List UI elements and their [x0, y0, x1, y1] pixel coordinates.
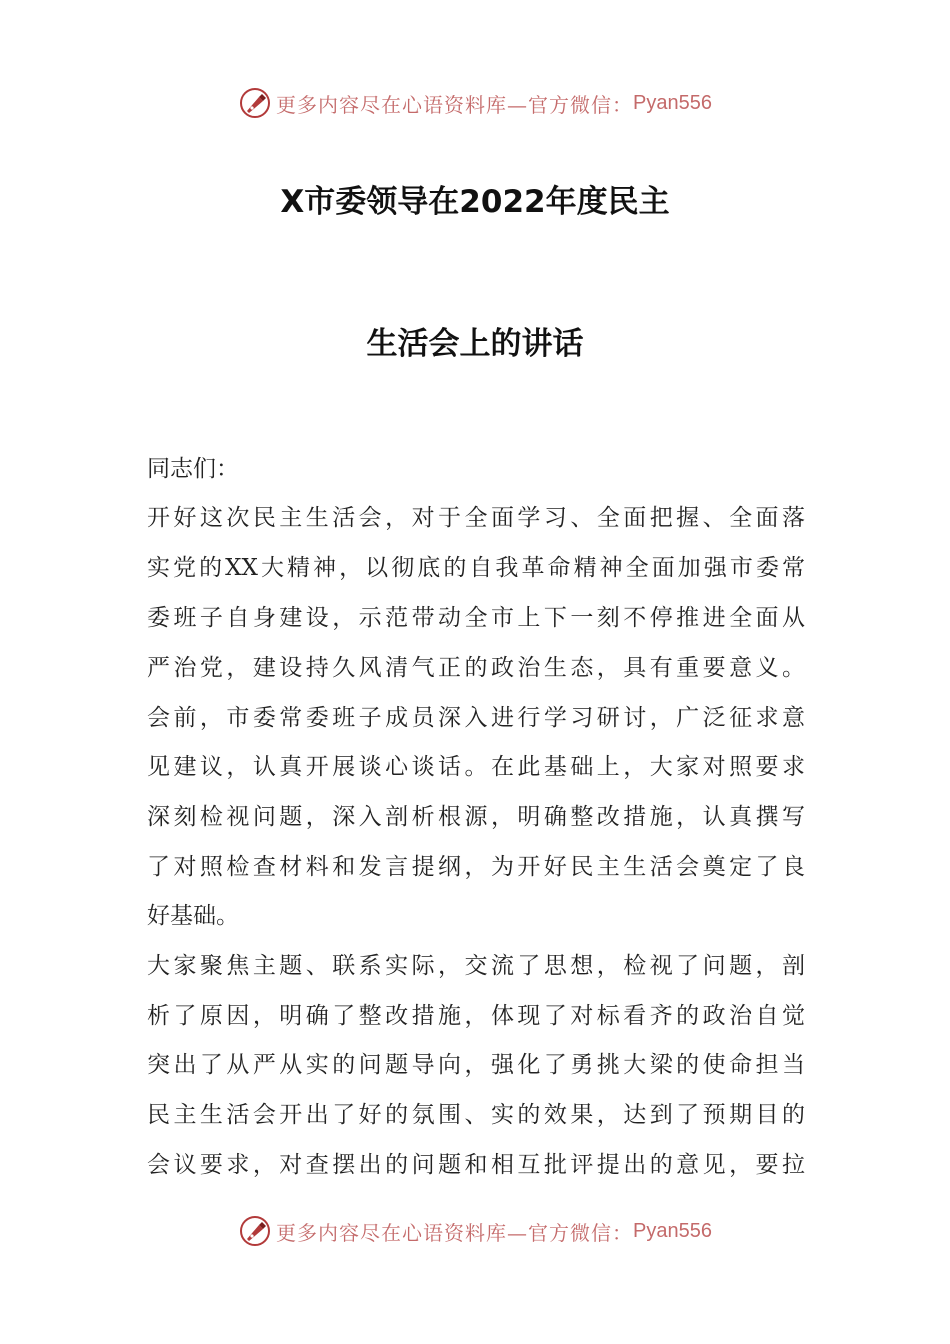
body-line: 深刻检视问题，深入剖析根源，明确整改措施，认真撰写: [147, 804, 805, 830]
body-line: 析了原因，明确了整改措施，体现了对标看齐的政治自觉: [147, 1003, 805, 1029]
watermark-wechat-id: Pyan556: [633, 1219, 712, 1242]
body-line: 会议要求，对查摆出的问题和相互批评提出的意见，要拉: [147, 1152, 805, 1178]
document-title-line-2: 生活会上的讲话: [366, 326, 584, 362]
watermark-wechat-id: Pyan556: [633, 91, 712, 114]
body-line: 突出了从严从实的问题导向，强化了勇挑大梁的使命担当: [147, 1052, 805, 1078]
body-line: 大家聚焦主题、联系实际，交流了思想，检视了问题，剖: [147, 953, 805, 979]
salutation-line: 同志们：: [147, 456, 239, 482]
body-line: 会前，市委常委班子成员深入进行学习研讨，广泛征求意: [147, 705, 805, 731]
watermark-banner-bottom: [0, 1211, 950, 1251]
body-line: 了对照检查材料和发言提纲，为开好民主生活会奠定了良: [147, 854, 805, 880]
body-line: 实党的XX大精神，以彻底的自我革命精神全面加强市委常: [147, 555, 805, 581]
watermark-banner-top: [0, 83, 950, 123]
body-line: 委班子自身建设，示范带动全市上下一刻不停推进全面从: [147, 605, 805, 631]
body-line: 严治党，建设持久风清气正的政治生态，具有重要意义。: [147, 655, 805, 681]
watermark-text: 更多内容尽在心语资料库—官方微信：: [276, 1220, 634, 1245]
document-title-line-1: X市委领导在2022年度民主: [280, 184, 670, 220]
pen-nib-seal-icon: [238, 86, 272, 120]
watermark-text: 更多内容尽在心语资料库—官方微信：: [276, 92, 634, 117]
body-line: 好基础。: [147, 903, 239, 929]
pen-nib-seal-icon: [238, 1214, 272, 1248]
body-line: 民主生活会开出了好的氛围、实的效果，达到了预期目的: [147, 1102, 805, 1128]
body-line: 开好这次民主生活会，对于全面学习、全面把握、全面落: [147, 505, 805, 531]
body-line: 见建议，认真开展谈心谈话。在此基础上，大家对照要求: [147, 754, 805, 780]
